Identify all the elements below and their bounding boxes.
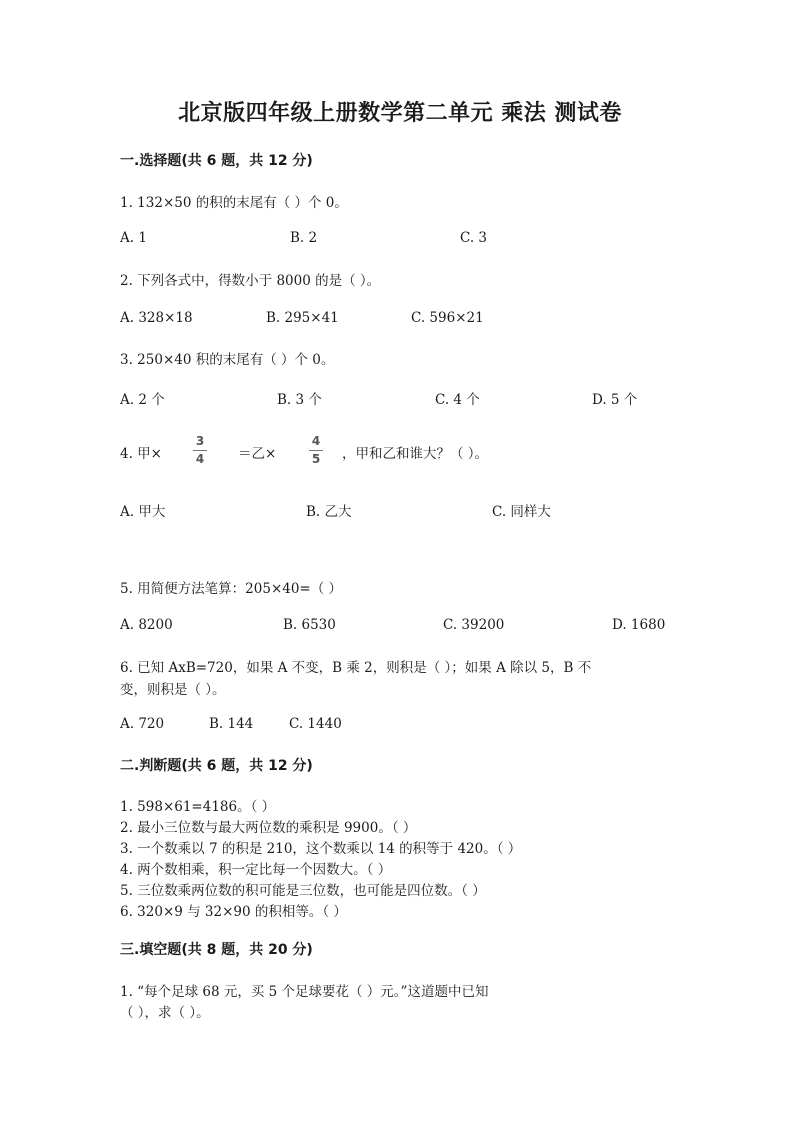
question-4-middle: ＝乙× (238, 446, 277, 462)
judge-item-3: 3. 一个数乘以 7 的积是 210，这个数乘以 14 的积等于 420。（ ） (120, 841, 522, 857)
fraction-numerator: 4 (311, 434, 321, 448)
fraction-four-fifths (307, 434, 325, 467)
fill-question-1-line-1: 1. “每个足球 68 元，买 5 个足球要花（ ）元。”这道题中已知 (120, 984, 489, 1000)
question-1-option-a: A. 1 (120, 230, 147, 246)
page-title: 北京版四年级上册数学第二单元 乘法 测试卷 (178, 101, 622, 126)
question-1-option-c: C. 3 (460, 230, 488, 246)
fraction-denominator: 5 (311, 452, 321, 466)
question-4-prefix: 4. 甲× (120, 446, 162, 462)
judge-item-2: 2. 最小三位数与最大两位数的乘积是 9900。（ ） (120, 820, 417, 836)
judge-item-5: 5. 三位数乘两位数的积可能是三位数，也可能是四位数。（ ） (120, 883, 486, 899)
question-5-option-d: D. 1680 (612, 617, 666, 633)
question-5-option-b: B. 6530 (283, 617, 336, 633)
judge-item-4: 4. 两个数相乘，积一定比每一个因数大。（ ） (120, 862, 392, 878)
question-2-stem: 2. 下列各式中，得数小于 8000 的是（ ）。 (120, 273, 381, 289)
fraction-bar (193, 450, 207, 451)
question-5-option-c: C. 39200 (443, 617, 505, 633)
question-3-stem: 3. 250×40 积的末尾有（ ）个 0。 (120, 352, 335, 368)
fraction-numerator: 3 (195, 434, 205, 448)
question-6-option-a: A. 720 (120, 716, 165, 732)
question-1-stem: 1. 132×50 的积的末尾有（ ）个 0。 (120, 195, 348, 211)
question-5-option-a: A. 8200 (120, 617, 173, 633)
section-heading-true-false: 二.判断题(共 6 题，共 12 分) (120, 758, 313, 774)
fill-question-1-line-2: （ ），求（ ）。 (120, 1005, 210, 1021)
question-4-suffix: ，甲和乙和谁大？（ ）。 (342, 446, 489, 462)
question-1-option-b: B. 2 (290, 230, 318, 246)
question-3-option-c: C. 4 个 (435, 392, 480, 408)
question-4-option-c: C. 同样大 (492, 504, 551, 520)
judge-item-6: 6. 320×9 与 32×90 的积相等。（ ） (120, 904, 347, 920)
question-3-option-d: D. 5 个 (592, 392, 638, 408)
question-2-option-c: C. 596×21 (411, 310, 484, 326)
question-6-line-1: 6. 已知 AxB=720，如果 A 不变，B 乘 2，则积是（ ）；如果 A 除以 5，B 不 (120, 660, 592, 676)
section-heading-fill-blank: 三.填空题(共 8 题，共 20 分) (120, 942, 313, 958)
question-2-option-a: A. 328×18 (120, 310, 193, 326)
section-heading-choice: 一.选择题(共 6 题，共 12 分) (120, 153, 313, 169)
question-4-option-b: B. 乙大 (306, 504, 352, 520)
question-6-line-2: 变，则积是（ ）。 (120, 682, 226, 698)
judge-item-1: 1. 598×61=4186。（ ） (120, 799, 276, 815)
question-6-option-c: C. 1440 (289, 716, 342, 732)
question-3-option-b: B. 3 个 (277, 392, 322, 408)
fraction-denominator: 4 (195, 452, 205, 466)
question-6-option-b: B. 144 (209, 716, 254, 732)
question-5-stem: 5. 用简便方法笔算：205×40=（ ） (120, 581, 343, 597)
question-3-option-a: A. 2 个 (120, 392, 165, 408)
fraction-three-quarters (191, 434, 209, 467)
fraction-bar (309, 450, 323, 451)
question-2-option-b: B. 295×41 (266, 310, 339, 326)
question-4-option-a: A. 甲大 (120, 504, 166, 520)
